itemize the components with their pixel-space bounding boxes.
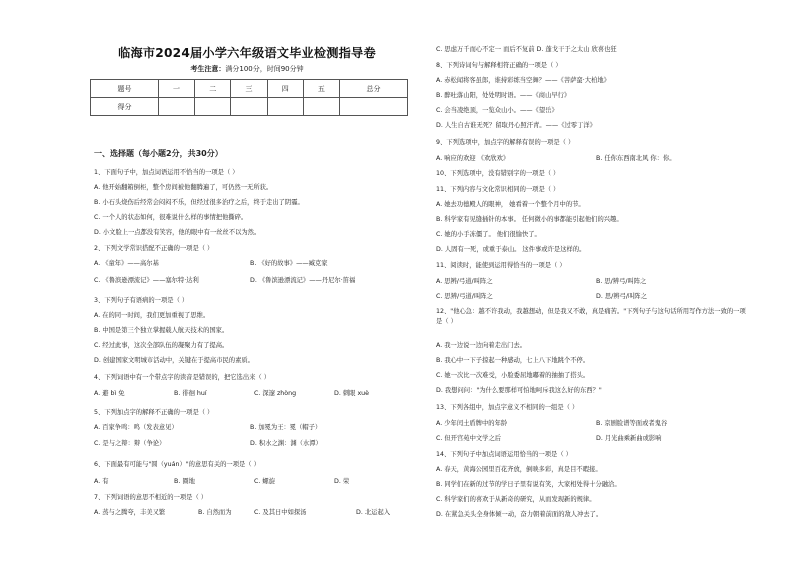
score-row — [91, 98, 408, 116]
option[interactable]: D. 《鲁滨逊漂流记》——丹尼尔·笛福 — [250, 277, 356, 284]
option[interactable]: D. 荣 — [334, 478, 350, 485]
option[interactable]: D. 北运起入 — [356, 509, 391, 516]
question-line: B. 醉吐落山阳，处处明时语。——《商山早行》 — [436, 92, 571, 99]
section-heading: 一、选择题（每小题2分，共30分） — [94, 149, 223, 158]
option[interactable]: A. 思辨/弓道/叫阵之 — [436, 278, 493, 285]
score-cell[interactable] — [195, 98, 231, 116]
question-line: 4、下列词语中有一个带点字的读音是错误的，把它选出来（ ） — [94, 374, 271, 381]
left-column — [86, 0, 408, 562]
question-line: 7、下列词语的意思不相近的一项是（ ） — [94, 494, 208, 501]
exam-title: 临海市2024届小学六年级语文毕业检测指导卷 — [118, 46, 376, 60]
question-line: 8、下列诗词句与解释相符正确的一项是（ ） — [436, 62, 562, 69]
option[interactable]: B. 圈地 — [174, 478, 195, 485]
score-header-cell: 一 — [158, 80, 194, 98]
option[interactable]: C. 思辨/弓道/叫阵之 — [436, 293, 493, 300]
option[interactable]: A. 避 bì 免 — [94, 390, 125, 397]
score-header-cell: 总分 — [340, 80, 408, 98]
option[interactable]: A. 《童年》——高尔基 — [94, 260, 159, 267]
option[interactable]: D. 刺眼 xuè — [334, 390, 370, 397]
exam-notice — [86, 64, 408, 74]
question-line: 13、下列各组中，加点字意义不相同的一组是（ ） — [436, 404, 579, 411]
question-line: 3、下列句子有语病的一项是（ ） — [94, 297, 189, 304]
score-cell[interactable] — [267, 98, 303, 116]
option[interactable]: B. 《好的故事》——臧克家 — [250, 260, 328, 267]
question-line: 12、"他心急：越不许我动，我越想动，但是我又不敢，真是痛苦。"下列句子与这句话所用写作方法一致的一项 — [436, 308, 746, 315]
option[interactable]: A. 响应的欢迎 《欢欣欢》 — [436, 155, 510, 162]
question-line: C. 她一次比一次难受，小脸委屈地嘟着的抽抽了搭头。 — [436, 372, 590, 379]
question-line: A. 春天，黄海公园里百花齐放，倒映多彩，真是目不暇接。 — [436, 466, 602, 473]
option[interactable]: C. 深邃 zhòng — [254, 390, 297, 397]
question-line: C. 经过此事，这次全部队伍的凝聚力有了提高。 — [94, 342, 229, 349]
question-line: B. 小石头烧伤后经常会闷闷不乐，但经过很多治疗之后，终于走出了阴霾。 — [94, 199, 304, 206]
score-row-label: 得分 — [91, 98, 159, 116]
question-line: 2、下列文学常识搭配不正确的一项是（ ） — [94, 245, 214, 252]
option[interactable]: C. 及其日中如探汤 — [254, 509, 307, 516]
option[interactable]: C. 螺旋 — [254, 478, 275, 485]
question-line: B. 同学们在新的过节的学日子里有说有笑，大家相处得十分融洽。 — [436, 481, 621, 488]
question-line: 11、下列内容与文化常识相同的一项是（ ） — [436, 186, 560, 193]
notice-label: 考生注意： — [190, 65, 226, 73]
question-line: A. 她去功德殿人的眼神， 她看着一个整个月中的节。 — [436, 201, 585, 208]
question-line: A. 赤松闻将客虽郎，谁持彩练当空舞？——《菩萨蛮·大柏地》 — [436, 77, 610, 84]
question-line: B. 我心中一下子掠起一种感动，七上八下地跳个不停。 — [436, 357, 590, 364]
question-line: D. 我想问问："为什么要那样可怕地呵斥我这么好的东西？" — [436, 387, 602, 394]
question-line: 5、下列加点字的解释不正确的一项是（ ） — [94, 409, 214, 416]
option[interactable]: B. 京剧脸谱等面或者鬼谷 — [596, 420, 668, 427]
option[interactable]: C. 《鲁滨逊漂流记》——塞尔特·达利 — [94, 277, 199, 284]
question-line: D. 在紧急关头全身体倾一动，奋力朝着前面的敌人冲去了。 — [436, 511, 603, 518]
score-header-cell: 五 — [303, 80, 339, 98]
score-header-cell: 三 — [231, 80, 267, 98]
score-cell[interactable] — [158, 98, 194, 116]
option[interactable]: D. 月光曲乘新曲或影响 — [596, 435, 662, 442]
question-line: A. 我一边说一边向着走出门去。 — [436, 342, 527, 349]
question-line: 14、下列句子中加点词语运用恰当的一项是（ ） — [436, 451, 572, 458]
question-line: B. 科学家有见缝插针的本事。 任何微小的事都能引起他们的兴趣。 — [436, 216, 623, 223]
option[interactable]: B. 思/辨弓/叫阵之 — [596, 278, 647, 285]
option[interactable]: A. 百家争鸣：鸣（发表意见） — [94, 424, 178, 431]
option[interactable]: B. 徘徊 huí — [174, 390, 207, 397]
question-line: A. 在的同一时间，我们更加重视了思维。 — [94, 312, 210, 319]
option[interactable]: A. 有 — [94, 478, 109, 485]
question-line: C. 一个人的状态如何，很难说什么样的事情把他撕碎。 — [94, 214, 248, 221]
option[interactable]: D. 思/辨弓/叫阵之 — [596, 293, 647, 300]
score-header-cell: 二 — [195, 80, 231, 98]
score-header-cell: 题号 — [91, 80, 159, 98]
question-line: D. 人生自古谁无死？留取丹心照汗青。——《过零丁洋》 — [436, 122, 596, 129]
question-line: D. 创建国家文明城市活动中，关键在于提高市民的素质。 — [94, 357, 254, 364]
question-line: C. 科学家们的喜欢于从新奇的研究，从而发现新的规律。 — [436, 496, 596, 503]
question-line: C. 会当凌绝顶，一览众山小。——《望岳》 — [436, 107, 558, 114]
option[interactable]: A. 蒸与之腾夸，丰美又繁 — [94, 509, 166, 516]
question-line: B. 中国是第三个独立掌握载人航天技术的国家。 — [94, 327, 229, 334]
option[interactable]: C. 但开宫苑中文学之后 — [436, 435, 502, 442]
question-line: 1、下面句子中，加点词语运用不恰当的一项是（ ） — [94, 169, 239, 176]
score-header-cell: 四 — [267, 80, 303, 98]
option[interactable]: B. 自然而为 — [198, 509, 232, 516]
score-cell[interactable] — [303, 98, 339, 116]
score-cell[interactable] — [231, 98, 267, 116]
option[interactable]: C. 是与之辩：辩（争论） — [94, 440, 166, 447]
right-column — [424, 0, 754, 562]
option[interactable]: B. 加冕为王：冕（帽子） — [250, 424, 322, 431]
score-cell[interactable] — [340, 98, 408, 116]
question-line: C. 她的小手冻僵了。 他们很愉快了。 — [436, 231, 541, 238]
option[interactable]: A. 少年闰土盾牌中的年龄 — [436, 420, 508, 427]
question-line: D. 人固有一死，或重于泰山。 这件事或许是这样的。 — [436, 246, 586, 253]
question-line: D. 小文脸上一点都没有笑容，他的眼中有一丝丝不以为然。 — [94, 229, 261, 236]
question-line: 6、下面最有可能与"圆（yuán）"的意思有关的一项是（ ） — [94, 461, 260, 468]
question-line: 10、下列选项中，没有错别字的一项是（ ） — [436, 170, 560, 177]
score-table — [90, 79, 408, 116]
notice-text: 满分100分，时间90分钟 — [225, 65, 304, 73]
question-line: C. 思虑万千而心不定一 而后不复前 D. 蓬戈干于之太山 欣喜也狂 — [436, 46, 617, 53]
question-line: 11、阅读时，能使到运用得恰当的一项是（ ） — [436, 262, 566, 269]
option[interactable]: B. 任你东西南北风 你：你。 — [596, 155, 676, 162]
question-line: 9、下列选项中，加点字的解释有误的一项是（ ） — [436, 139, 575, 146]
question-line: A. 他开始翻箱倒柜，整个房间被他翻腾遍了，可仍然一无所获。 — [94, 184, 273, 191]
score-header-row — [91, 80, 408, 98]
question-line: 是（ ） — [436, 318, 457, 325]
option[interactable]: D. 积水之渊：渊（水潭） — [250, 440, 322, 447]
